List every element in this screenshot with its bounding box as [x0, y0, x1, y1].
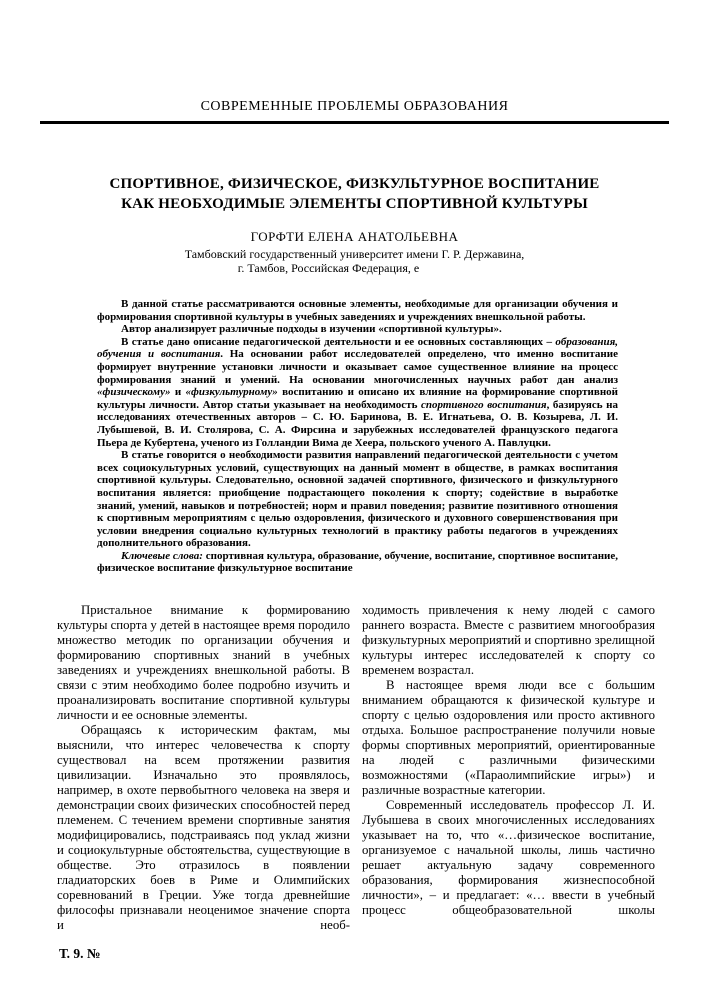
body-paragraph-continuation: ходимость привлечения к нему людей с самого раннего возраста. Вместе с развитием многообразия физкультурных мероприятий и спортивно зрелищной культуры интерес исследователей к спорту со временем возрастал. [362, 603, 655, 677]
abstract-p3-text: воспитанию и описано их влияние на формирование спортивной культуры личности. Автор статьи указывает на необходимость [97, 386, 618, 411]
abstract-p3-text: В статье дано описание педагогической деятельности и ее основных составляющих – [121, 335, 556, 348]
page-footer-volume: Т. 9. № [59, 946, 101, 961]
abstract-p3-italic: «физическому» [97, 386, 171, 399]
abstract-p3-italic: «физкультурному» [185, 386, 278, 399]
abstract-paragraph-2: Автор анализирует различные подходы в изучении «спортивной культуры». [121, 323, 502, 336]
keywords-text: спортивная культура, образование, обучение, воспитание, спортивное воспитание, физическое воспитание физкультурное воспитание [97, 549, 619, 575]
author-name: ГОРФТИ ЕЛЕНА АНАТОЛЬЕВНА [250, 229, 459, 244]
article-title [20, 175, 689, 214]
article-title-line1: СПОРТИВНОЕ, ФИЗИЧЕСКОЕ, ФИЗКУЛЬТУРНОЕ ВОСПИТАНИЕ [109, 176, 600, 192]
abstract-paragraph-1: В данной статье рассматриваются основные элементы, необходимые для организации обучения и формирования спортивной культуры в учебных заведениях и учреждениях внешкольной работы. [97, 298, 618, 323]
abstract-p3-text: и [170, 386, 186, 399]
keywords-label: Ключевые слова: [121, 549, 203, 562]
header-rule [40, 121, 669, 124]
abstract-p3-italic: образования, обучения и воспитания [97, 335, 618, 361]
body-paragraph: В настоящее время люди все с большим вниманием обращаются к физической культуре и спорту с целью оздоровления или просто активного отдыха. Большое распространение получили новые формы спортивных мероприятий, ориентированные на людей с различными физическими возможностями («Параолимпийские игры») и различные возрастные категории. [362, 678, 655, 797]
keywords-line [97, 550, 618, 575]
affiliation-line1: Тамбовский государственный университет имени Г. Р. Державина, [184, 247, 525, 261]
abstract-paragraph-4: В статье говорится о необходимости развития направлений педагогической деятельности с учетом всех социокультурных условий, существующих на данный момент в обществе, в рамках воспитания спортивной культуры. Следовательно, основной задачей спортивного, физического и физкультурного воспитания является: приобщение подрастающего поколения к спорту; содействие в выработке знаний, умений, навыков и потребностей; норм и правил поведения; развитие позитивного отношения к спортивным мероприятиям с целью оздоровления, физического и духовного совершенствования при условии внедрения социально культурных технологий в практику работы педагогов в учреждениях дополнительного образования. [97, 449, 618, 550]
abstract-block [97, 298, 618, 575]
abstract-p3-italic: спортивного воспитания [421, 398, 547, 411]
affiliation-line2: г. Тамбов, Российская Федерация, e [237, 261, 420, 275]
body-column-right [362, 603, 655, 933]
body-text [57, 603, 655, 933]
article-title-line2: КАК НЕОБХОДИМЫЕ ЭЛЕМЕНТЫ СПОРТИВНОЙ КУЛЬТУРЫ [121, 195, 588, 212]
abstract-paragraph-3 [97, 336, 618, 449]
affiliation [0, 247, 709, 275]
abstract-p3-text: . На основании работ исследователей определено, что именно воспитание формирует внутренние установки личности и оказывает самое существенное влияние на процесс формирования знаний и умений. На основании многочисленных научных работ дан анализ [97, 348, 618, 386]
body-paragraph: Пристальное внимание к формированию культуры спорта у детей в настоящее время породило множество методик по организации обучения и формированию спортивных знаний в учебных заведениях и учреждениях внешкольной работы. В связи с этим необходимо более подробно изучить и проанализировать воспитание спортивной культуры личности и ее основные элементы. [57, 603, 350, 722]
running-head: СОВРЕМЕННЫЕ ПРОБЛЕМЫ ОБРАЗОВАНИЯ [200, 99, 509, 114]
abstract-p3-text: , базируясь на исследованиях отечественных авторов – С. Ю. Баринова, В. Е. Игнатьева, О. В. Козырева, Л. И. Лубышевой, В. И. Столярова, С. А. Фирсина и зарубежных исследователей французского педагога Пьера де Кубертена, ученого из Голландии Вима де Хеера, польского ученого А. Павлуцки. [97, 398, 618, 449]
body-paragraph: Современный исследователь профессор Л. И. Лубышева в своих многочисленных исследованиях указывает на то, что «…физическое воспитание, организуемое с начальной школы, лишь частично решает актуальную задачу современного образования, формирования жизнеспособной личности», – и предлагает: «… ввести в учебный процесс общеобразовательной школы [362, 798, 655, 917]
body-column-left [57, 603, 350, 933]
body-paragraph: Обращаясь к историческим фактам, мы выяснили, что интерес человечества к спорту существовал на всем протяжении развития цивилизации. Изначально это проявлялось, например, в охоте первобытного человека на зверя и демонстрации своих физических способностей перед племенем. С течением времени спортивные занятия модифицировались, подстраиваясь под уклад жизни и социокультурные обстоятельства, существующие в обществе. Это отразилось в появлении гладиаторских боев в Риме и Олимпийских соревнований в Греции. Уже тогда древнейшие философы признавали неоценимое значение спорта и необ- [57, 723, 350, 932]
